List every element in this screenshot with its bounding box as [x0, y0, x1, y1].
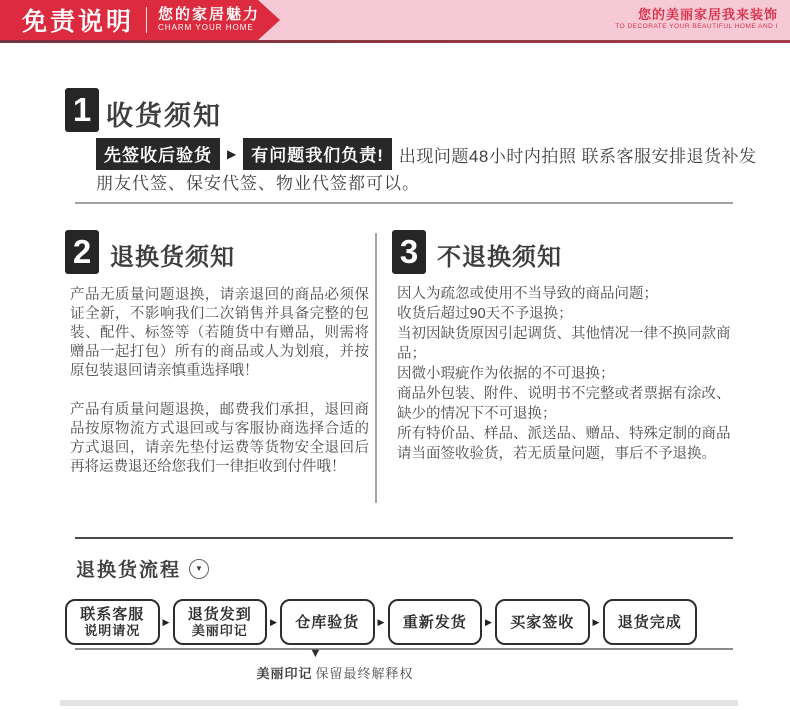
section3-number-badge: 3: [392, 230, 426, 274]
header-bottom-line: [0, 40, 790, 43]
header-vertical-divider: [146, 7, 147, 33]
section2-number-badge: 2: [65, 230, 99, 274]
page-title: 免责说明: [22, 8, 135, 36]
process-title-row: [76, 555, 209, 582]
flow-step-label: 仓库验货: [295, 613, 360, 631]
section3-rule: 收货后超过90天不予退换；: [397, 306, 573, 322]
section3-rules-list: [397, 284, 734, 464]
section1-line2-text: 朋友代签、保安代签、物业代签都可以。: [96, 174, 420, 193]
section3-rule: 因人为疏忽或使用不当导致的商品问题；: [397, 286, 658, 302]
section3-rule: 商品外包装、附件、说明书不完整或者票据有涂改、缺少的情况下不可退换；: [397, 386, 731, 422]
flow-step-label: 退货发到: [187, 606, 252, 623]
header-right-slogan-cn: 您的美丽家居我来装饰: [637, 7, 778, 22]
brand-slogan: [158, 7, 260, 32]
footer-brand: 美丽印记: [256, 666, 313, 681]
flow-step-buyer-sign: [495, 599, 590, 645]
flow-step-reship: [388, 599, 483, 645]
flow-arrow-icon: ▶: [270, 616, 277, 627]
flow-arrow-icon: ▶: [485, 616, 492, 627]
flow-step-label: 重新发货: [402, 613, 467, 631]
arrow-right-shape: [258, 0, 280, 40]
flow-step-label: 美丽印记: [191, 623, 248, 638]
flow-arrow-icon: ▶: [162, 616, 170, 627]
caret-down-glyph: ▼: [195, 563, 203, 573]
flow-step-label: 说明请况: [84, 623, 141, 638]
flow-arrow-icon: ▶: [592, 616, 600, 627]
header-red-block: [0, 0, 261, 40]
flow-step-send-return: [173, 599, 268, 645]
flow-step-label: 买家签收: [510, 613, 575, 631]
flow-arrow-icon: ▶: [377, 616, 385, 627]
section3-rule: 所有特价品、样品、派送品、赠品、特殊定制的商品请当面签收验货，若无质量问题，事后不予退换。: [397, 426, 731, 462]
section1-number-badge: 1: [65, 88, 99, 132]
badge-sign-first: 先签收后验货: [96, 138, 220, 170]
brand-slogan-cn: 您的家居魅力: [158, 6, 261, 24]
section-divider: [75, 537, 733, 539]
flow-step-return-complete: [603, 599, 698, 645]
section2-title: 退换货须知: [110, 244, 235, 271]
section3-rule: 因微小瑕疵作为依据的不可退换；: [397, 366, 615, 382]
flow-step-label: 退货完成: [617, 613, 682, 631]
header-banner: [0, 0, 790, 43]
section3-rule: 当初因缺货原因引起调货、其他情况一律不换同款商品；: [397, 326, 731, 362]
flow-step-contact-service: [65, 599, 160, 645]
badge-we-are-responsible: 有问题我们负责!: [243, 138, 392, 170]
circle-caret-down-icon: [189, 559, 209, 579]
section1-highlight-row: [96, 138, 757, 170]
flow-step-warehouse-check: [280, 599, 375, 645]
section1-line1-text: 出现问题48小时内拍照 联系客服安排退货补发: [398, 146, 757, 166]
brand-slogan-en: CHARM YOUR HOME: [158, 22, 254, 32]
bottom-gray-bar: [60, 700, 738, 706]
footer-note: [80, 663, 590, 682]
section-divider: [75, 202, 733, 204]
triangle-down-icon: ▼: [309, 645, 322, 660]
footer-divider: [75, 648, 733, 650]
section2-paragraph-1: 产品无质量问题退换，请亲退回的商品必须保证全新，不影响我们二次销售并具备完整的包装、配件、标签等（若随货中有赠品，则需将赠品一起打包）所有的商品或人为划痕，并按原包装退回请亲慎重选择哦！: [70, 287, 369, 379]
section2-paragraph-2: 产品有质量问题退换，邮费我们承担，退回商品按原物流方式退回或与客服协商选择合适的方式退回，请亲先垫付运费等货物安全退回后再将运费退还给您我们一律拒收到付件哦！: [70, 402, 369, 475]
column-divider: [375, 233, 377, 503]
triangle-right-icon: ▶: [227, 147, 237, 161]
footer-note-text: 保留最终解释权: [315, 666, 414, 681]
section1-title: 收货须知: [106, 101, 222, 131]
header-right-slogan-en: TO DECORATE YOUR BEAUTIFUL HOME AND I: [615, 23, 778, 31]
flow-step-label: 联系客服: [80, 606, 145, 623]
process-flow: [65, 599, 697, 645]
section3-title: 不退换须知: [437, 244, 562, 271]
process-title: 退换货流程: [76, 560, 182, 581]
header-right-slogan: [615, 7, 778, 31]
